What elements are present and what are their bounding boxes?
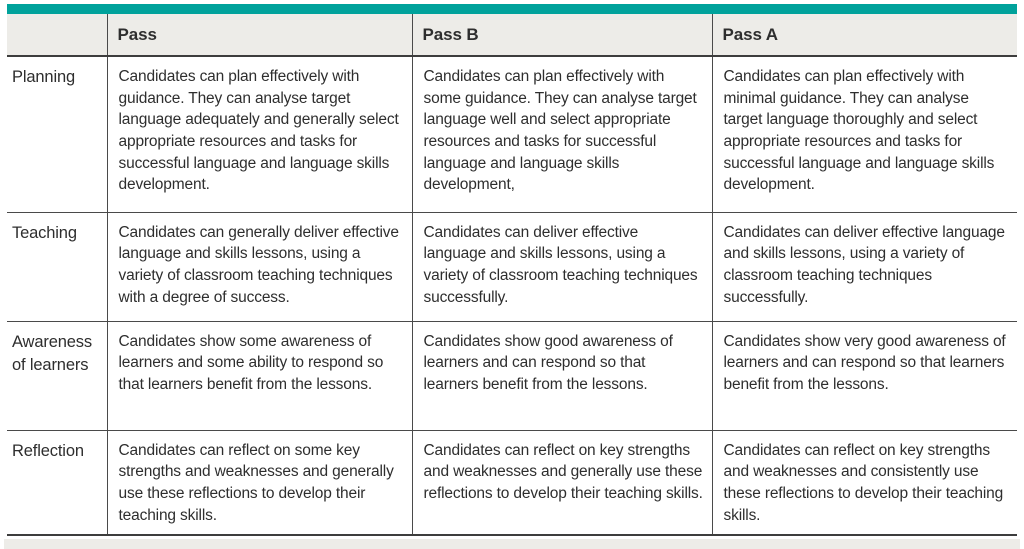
cell-reflection-pass-b: Candidates can reflect on key strengths and weaknesses and generally use these reflections to develop their teaching skills.	[412, 430, 712, 535]
column-header-pass: Pass	[107, 14, 412, 56]
row-label-awareness-of-learners: Awareness of learners	[7, 321, 107, 430]
row-label-planning: Planning	[7, 56, 107, 212]
cell-awareness-pass-b: Candidates show good awareness of learners and can respond so that learners benefit from the lessons.	[412, 321, 712, 430]
column-header-pass-a: Pass A	[712, 14, 1017, 56]
cell-teaching-pass: Candidates can generally deliver effective language and skills lessons, using a variety of classroom teaching techniques with a degree of success.	[107, 212, 412, 321]
row-label-teaching: Teaching	[7, 212, 107, 321]
table-row-planning	[7, 56, 1017, 212]
next-section-band	[4, 539, 1020, 549]
column-header-empty	[7, 14, 107, 56]
table-row-teaching	[7, 212, 1017, 321]
cell-planning-pass: Candidates can plan effectively with guidance. They can analyse target language adequately and generally select appropriate resources and tasks for successful language and language skills development.	[107, 56, 412, 212]
header-row	[7, 14, 1017, 56]
cell-reflection-pass: Candidates can reflect on some key strengths and weaknesses and generally use these reflections to develop their teaching skills.	[107, 430, 412, 535]
cell-reflection-pass-a: Candidates can reflect on key strengths and weaknesses and consistently use these reflections to develop their teaching skills.	[712, 430, 1017, 535]
table-row-reflection	[7, 430, 1017, 535]
cell-awareness-pass-a: Candidates show very good awareness of learners and can respond so that learners benefit from the lessons.	[712, 321, 1017, 430]
assessment-rubric-table	[7, 14, 1017, 536]
row-label-reflection: Reflection	[7, 430, 107, 535]
accent-bar	[7, 4, 1017, 14]
cell-teaching-pass-a: Candidates can deliver effective language and skills lessons, using a variety of classroom teaching techniques successfully.	[712, 212, 1017, 321]
column-header-pass-b: Pass B	[412, 14, 712, 56]
rubric-table-section	[7, 4, 1017, 536]
cell-planning-pass-b: Candidates can plan effectively with some guidance. They can analyse target language well and select appropriate resources and tasks for successful language and language skills development,	[412, 56, 712, 212]
cell-awareness-pass: Candidates show some awareness of learners and some ability to respond so that learners benefit from the lessons.	[107, 321, 412, 430]
cell-planning-pass-a: Candidates can plan effectively with minimal guidance. They can analyse target language thoroughly and select appropriate resources and tasks for successful language and language skills development.	[712, 56, 1017, 212]
cell-teaching-pass-b: Candidates can deliver effective language and skills lessons, using a variety of classroom teaching techniques successfully.	[412, 212, 712, 321]
table-row-awareness-of-learners	[7, 321, 1017, 430]
